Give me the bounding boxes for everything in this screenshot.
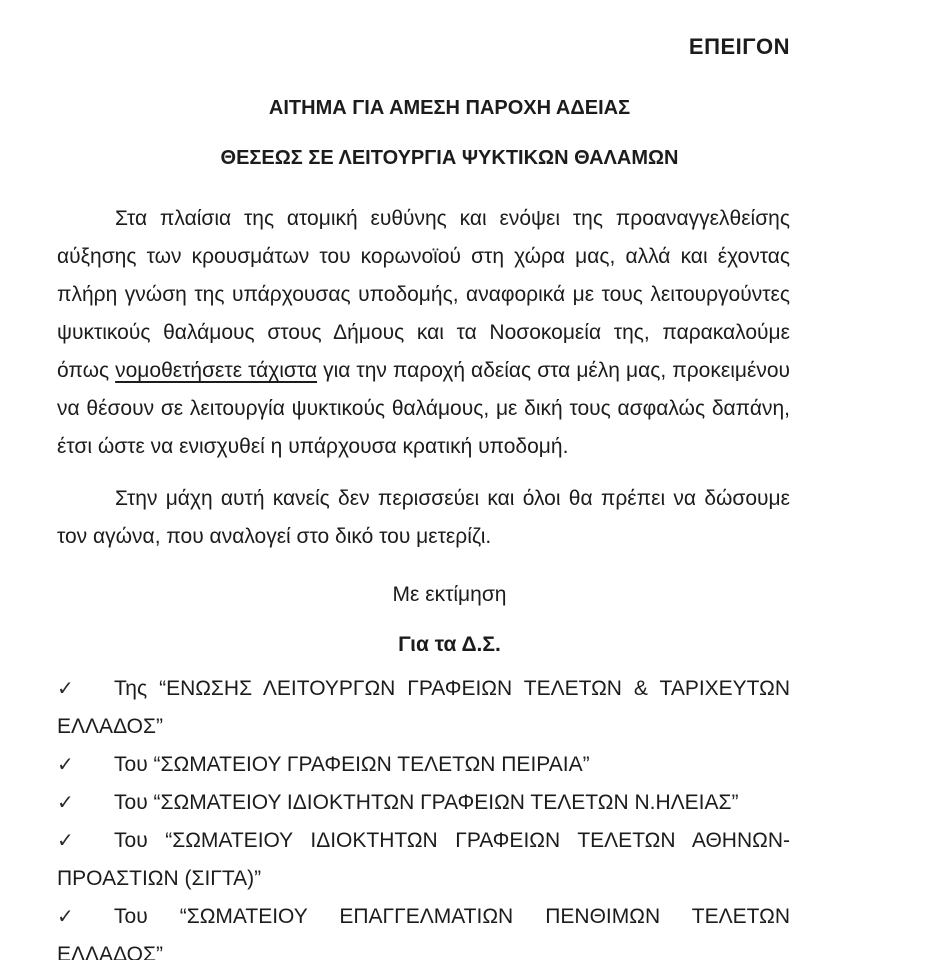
checkmark-icon: ✓ [57,906,74,928]
list-item [57,670,790,746]
document-title-line1: ΑΙΤΗΜΑ ΓΙΑ ΑΜΕΣΗ ΠΑΡΟΧΗ ΑΔΕΙΑΣ [268,97,631,119]
checkmark-icon: ✓ [57,792,74,814]
document-title-line2: ΘΕΣΕΩΣ ΣΕ ΛΕΙΤΟΥΡΓΙΑ ΨΥΚΤΙΚΩΝ ΘΑΛΑΜΩΝ [220,147,679,169]
signature-heading: Για τα Δ.Σ. [398,633,501,656]
document-page [0,34,925,960]
list-item [57,746,790,784]
signatories-list [57,670,790,960]
closing-salutation: Με εκτίμηση [392,583,507,606]
checkmark-icon: ✓ [57,754,74,776]
signatory-name: Της “ΕΝΩΣΗΣ ΛΕΙΤΟΥΡΓΩΝ ΓΡΑΦΕΙΩΝ ΤΕΛΕΤΩΝ & ΤΑΡΙΧΕΥΤΩΝ ΕΛΛΑΔΟΣ” [57,677,790,738]
paragraph1-text-post: για την παροχή αδείας στα μέλη μας, προκειμένου να θέσουν σε λειτουργία ψυκτικούς θαλάμους, με δική τους ασφαλώς δαπάνη, έτσι ώστε να ενισχυθεί η υπάρχουσα κρατική υποδομή. [57,359,790,458]
signatory-name: Του “ΣΩΜΑΤΕΙΟΥ ΕΠΑΓΓΕΛΜΑΤΙΩΝ ΠΕΝΘΙΜΩΝ ΤΕΛΕΤΩΝ ΕΛΛΑΔΟΣ” [57,905,790,960]
signatory-name: Του “ΣΩΜΑΤΕΙΟΥ ΙΔΙΟΚΤΗΤΩΝ ΓΡΑΦΕΙΩΝ ΤΕΛΕΤΩΝ Ν.ΗΛΕΙΑΣ” [114,791,739,814]
paragraph1-text-pre: Στα πλαίσια της ατομική ευθύνης και ενόψει της προαναγγελθείσης αύξησης των κρουσμάτων του κορωνοϊού στη χώρα μας, αλλά και έχοντας πλήρη γνώση της υπάρχουσας υποδομής, αναφορικά με τους λειτουργούντες ψυκτικούς θαλάμους στους Δήμους και τα Νοσοκομεία της, παρακαλούμε όπως [57,207,790,382]
body-paragraph-1 [57,200,790,466]
signatory-name: Του “ΣΩΜΑΤΕΙΟΥ ΓΡΑΦΕΙΩΝ ΤΕΛΕΤΩΝ ΠΕΙΡΑΙΑ” [114,753,590,776]
list-item [57,784,790,822]
paragraph1-underlined-phrase: νομοθετήσετε τάχιστα [115,359,318,382]
body-paragraph-2: Στην μάχη αυτή κανείς δεν περισσεύει και όλοι θα πρέπει να δώσουμε τον αγώνα, που αναλογεί στο δικό του μετερίζι. [57,487,790,548]
checkmark-icon: ✓ [57,830,74,852]
list-item [57,898,790,960]
checkmark-icon: ✓ [57,678,74,700]
signatory-name: Του “ΣΩΜΑΤΕΙΟΥ ΙΔΙΟΚΤΗΤΩΝ ΓΡΑΦΕΙΩΝ ΤΕΛΕΤΩΝ ΑΘΗΝΩΝ-ΠΡΟΑΣΤΙΩΝ (ΣΙΓΤΑ)” [57,829,790,890]
list-item [57,822,790,898]
urgency-label: ΕΠΕΙΓΟΝ [688,34,790,59]
